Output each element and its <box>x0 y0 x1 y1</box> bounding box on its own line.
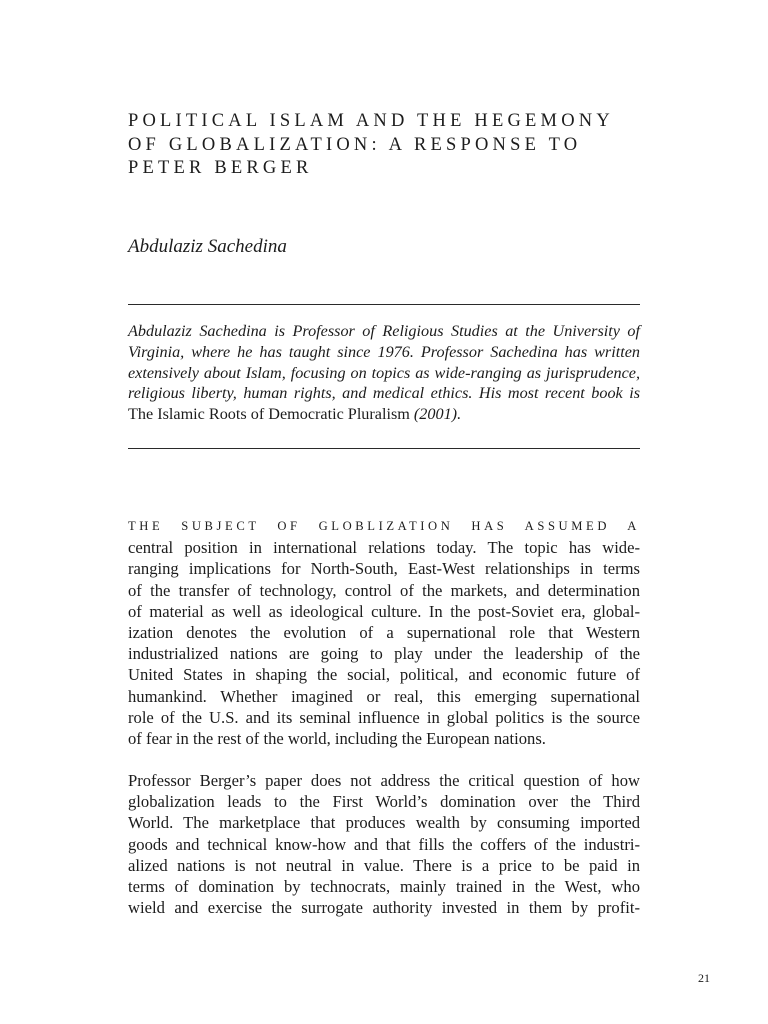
paragraph-line: World. The marketplace that produces wealth by consuming imported <box>128 813 640 833</box>
divider-bottom <box>128 448 640 449</box>
article-title <box>128 110 668 181</box>
paragraph-line: industrialized nations are going to play under the leadership of the <box>128 644 640 664</box>
paragraph-line: terms of domination by technocrats, mainly trained in the West, who <box>128 877 640 897</box>
paragraph-line: of the transfer of technology, control of the markets, and determination <box>128 580 640 600</box>
bio-line-last <box>128 404 640 425</box>
bio-line: extensively about Islam, focusing on topics as wide-ranging as jurisprudence, <box>128 363 640 382</box>
paragraph-line: United States in shaping the social, political, and economic future of <box>128 665 640 685</box>
paragraph-line: Professor Berger’s paper does not address the critical question of how <box>128 771 640 790</box>
body-paragraph-1 <box>128 516 640 749</box>
author-bio <box>128 321 640 425</box>
paragraph-line: globalization leads to the First World’s domination over the Third <box>128 792 640 812</box>
bio-book-year: (2001). <box>413 405 462 424</box>
bio-line: Virginia, where he has taught since 1976. Professor Sachedina has written <box>128 342 640 361</box>
paragraph-line: wield and exercise the surrogate authority invested in them by profit- <box>128 898 640 918</box>
article-title-line: POLITICAL ISLAM AND THE HEGEMONY <box>128 111 614 131</box>
bio-line: religious liberty, human rights, and medical ethics. His most recent book is <box>128 384 640 403</box>
paragraph-line: role of the U.S. and its seminal influence in global politics is the source <box>128 707 640 727</box>
body-paragraph-2 <box>128 770 640 918</box>
paragraph-line-last: of fear in the rest of the world, including the European nations. <box>128 729 546 749</box>
paragraph-line: alized nations is not neutral in value. There is a price to be paid in <box>128 855 640 875</box>
paragraph-line: humankind. Whether imagined or real, this emerging supernational <box>128 686 640 706</box>
paragraph-line: ization denotes the evolution of a supernational role that Western <box>128 623 640 643</box>
page-number: 21 <box>698 971 710 985</box>
paragraph-line: central position in international relations today. The topic has wide- <box>128 538 640 558</box>
paragraph-line: ranging implications for North-South, East-West relationships in terms <box>128 559 640 579</box>
paragraph-line: of material as well as ideological culture. In the post-Soviet era, global- <box>128 601 640 621</box>
article-title-line: PETER BERGER <box>128 158 313 178</box>
paragraph-lead-in: THE SUBJECT OF GLOBLIZATION HAS ASSUMED A <box>128 519 640 533</box>
paragraph-line: goods and technical know-how and that fills the coffers of the industri- <box>128 834 640 854</box>
article-title-line: OF GLOBALIZATION: A RESPONSE TO <box>128 134 582 155</box>
divider-top <box>128 304 640 305</box>
bio-line: Abdulaziz Sachedina is Professor of Religious Studies at the University of <box>128 322 640 340</box>
bio-book-title: The Islamic Roots of Democratic Pluralism <box>128 405 410 424</box>
author-name: Abdulaziz Sachedina <box>128 236 287 257</box>
